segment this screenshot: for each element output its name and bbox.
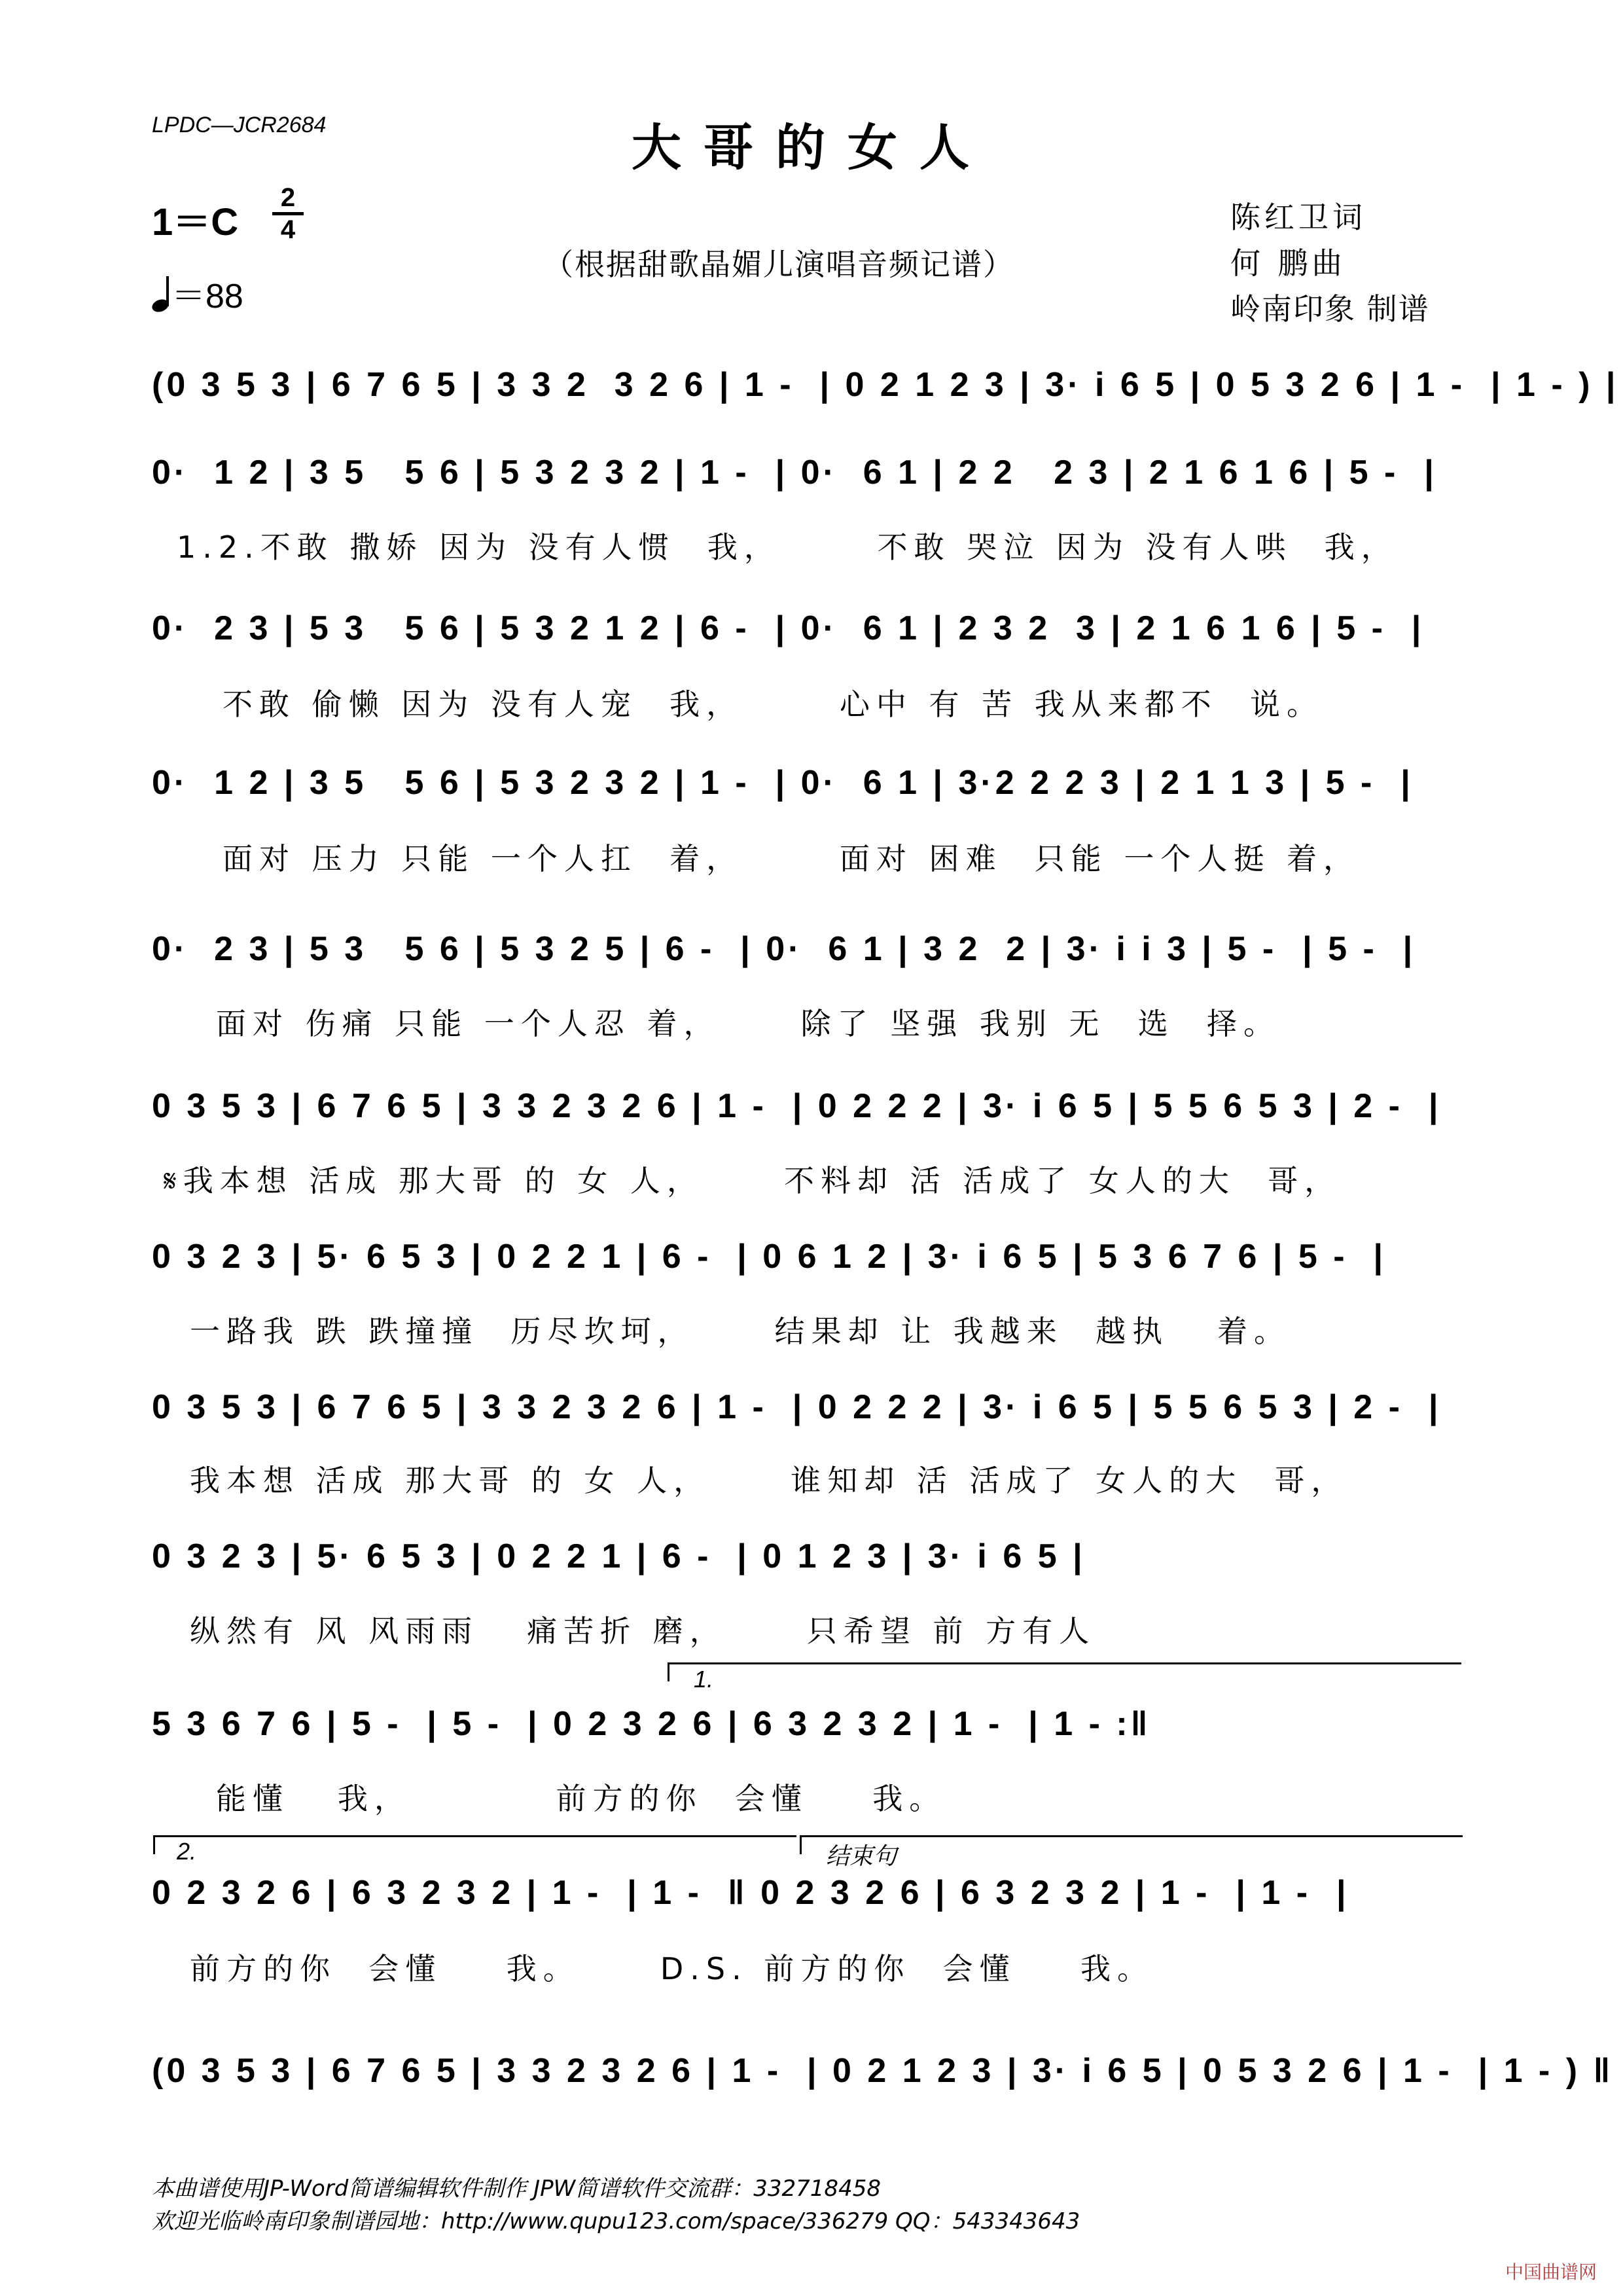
notation-row: 0· 2 3 | 5 3 5 6 | 5 3 2 1 2 | 6 - | 0· 6 1 | 2 3 2 3 | 2 1 6 1 6 | 5 - | xyxy=(152,609,1425,647)
footer-line-2: 欢迎光临岭南印象制谱园地：http://www.qupu123.com/space/336279 QQ：543343643 xyxy=(152,2208,1080,2234)
lyrics-row: 能懂 我， 前方的你 会懂 我。 xyxy=(216,1781,946,1816)
notation-row-intro: (0 3 5 3 | 6 7 6 5 | 3 3 2 3 2 6 | 1 - | 0 2 1 2 3 | 3· i 6 5 | 0 5 3 2 6 | 1 - | 1 - ) | xyxy=(152,366,1619,404)
lyrics-row: 不敢 偷懒 因为 没有人宠 我， 心中 有 苦 我从来都不 说。 xyxy=(223,687,1323,722)
footer-line-1: 本曲谱使用JP-Word简谱编辑软件制作 JPW简谱软件交流群：332718458 xyxy=(152,2176,881,2202)
quarter-note-icon xyxy=(152,278,171,312)
notation-row: 0· 1 2 | 3 5 5 6 | 5 3 2 3 2 | 1 - | 0· 6 1 | 3·2 2 2 3 | 2 1 1 3 | 5 - | xyxy=(152,764,1414,802)
key-signature: 1＝C xyxy=(152,201,239,243)
time-signature xyxy=(268,185,308,243)
lyrics-row: 前方的你 会懂 我。 D.S. 前方的你 会懂 我。 xyxy=(190,1951,1154,1986)
arranger-credit: 岭南印象 制谱 xyxy=(1230,291,1430,327)
time-signature-bottom: 4 xyxy=(280,215,296,244)
notation-row: 0 3 5 3 | 6 7 6 5 | 3 3 2 3 2 6 | 1 - | 0 2 2 2 | 3· i 6 5 | 5 5 6 5 3 | 2 - | xyxy=(152,1087,1442,1125)
lyrics-row: 1.2.不敢 撒娇 因为 没有人惯 我， 不敢 哭泣 因为 没有人哄 我， xyxy=(177,529,1398,565)
notation-row: 0· 1 2 | 3 5 5 6 | 5 3 2 3 2 | 1 - | 0· 6 1 | 2 2 2 3 | 2 1 6 1 6 | 5 - | xyxy=(152,454,1437,492)
volta-1-label: 1. xyxy=(694,1666,714,1693)
lyrics-row: 面对 压力 只能 一个人扛 着， 面对 困难 只能 一个人挺 着， xyxy=(223,841,1360,876)
notation-row: 0 3 5 3 | 6 7 6 5 | 3 3 2 3 2 6 | 1 - | 0 2 2 2 | 3· i 6 5 | 5 5 6 5 3 | 2 - | xyxy=(152,1388,1442,1426)
notation-row: 0 2 3 2 6 | 6 3 2 3 2 | 1 - | 1 - ‖ 0 2 3 2 6 | 6 3 2 3 2 | 1 - | 1 - | xyxy=(152,1874,1349,1912)
lyrics-row: 面对 伤痛 只能 一个人忍 着， 除了 坚强 我别 无 选 择。 xyxy=(216,1006,1280,1041)
volta-2-bracket xyxy=(153,1835,796,1854)
score-code: LPDC—JCR2684 xyxy=(152,113,327,137)
time-signature-top: 2 xyxy=(280,183,296,212)
lyricist-credit: 陈红卫词 xyxy=(1230,200,1366,235)
ending-bracket xyxy=(800,1835,1463,1854)
notation-row: 0 3 2 3 | 5· 6 5 3 | 0 2 2 1 | 6 - | 0 6 1 2 | 3· i 6 5 | 5 3 6 7 6 | 5 - | xyxy=(152,1238,1387,1276)
subtitle: （根据甜歌晶媚儿演唱音频记谱） xyxy=(543,247,1014,282)
lyrics-row: 我本想 活成 那大哥 的 女 人， 谁知却 活 活成了 女人的大 哥， xyxy=(190,1463,1348,1498)
lyrics-row: 一路我 跌 跌撞撞 历尽坎坷， 结果却 让 我越来 越执 着。 xyxy=(190,1314,1291,1349)
ending-label: 结束句 xyxy=(826,1842,897,1869)
volta-1-bracket xyxy=(668,1662,1461,1681)
notation-row: 0· 2 3 | 5 3 5 6 | 5 3 2 5 | 6 - | 0· 6 1 | 3 2 2 | 3· i i 3 | 5 - | 5 - | xyxy=(152,930,1416,968)
composer-credit: 何 鹏曲 xyxy=(1230,245,1346,281)
volta-2-label: 2. xyxy=(177,1838,197,1865)
notation-row-outro: (0 3 5 3 | 6 7 6 5 | 3 3 2 3 2 6 | 1 - | 0 2 1 2 3 | 3· i 6 5 | 0 5 3 2 6 | 1 - | 1 - ) ‖ xyxy=(152,2052,1614,2090)
notation-row: 5 3 6 7 6 | 5 - | 5 - | 0 2 3 2 6 | 6 3 2 3 2 | 1 - | 1 - :‖ xyxy=(152,1705,1151,1743)
lyrics-row: 纵然有 风 风雨雨 痛苦折 磨， 只希望 前 方有人 xyxy=(190,1613,1096,1649)
tempo-value: ＝88 xyxy=(171,278,243,315)
watermark-logo: 中国曲谱网 xyxy=(1505,2261,1597,2283)
notation-row: 0 3 2 3 | 5· 6 5 3 | 0 2 2 1 | 6 - | 0 1 2 3 | 3· i 6 5 | xyxy=(152,1537,1086,1575)
tempo-marking xyxy=(152,268,243,317)
song-title: 大哥的女人 xyxy=(632,118,991,177)
lyrics-row: 𝄋我本想 活成 那大哥 的 女 人， 不料却 活 活成了 女人的大 哥， xyxy=(164,1163,1342,1198)
